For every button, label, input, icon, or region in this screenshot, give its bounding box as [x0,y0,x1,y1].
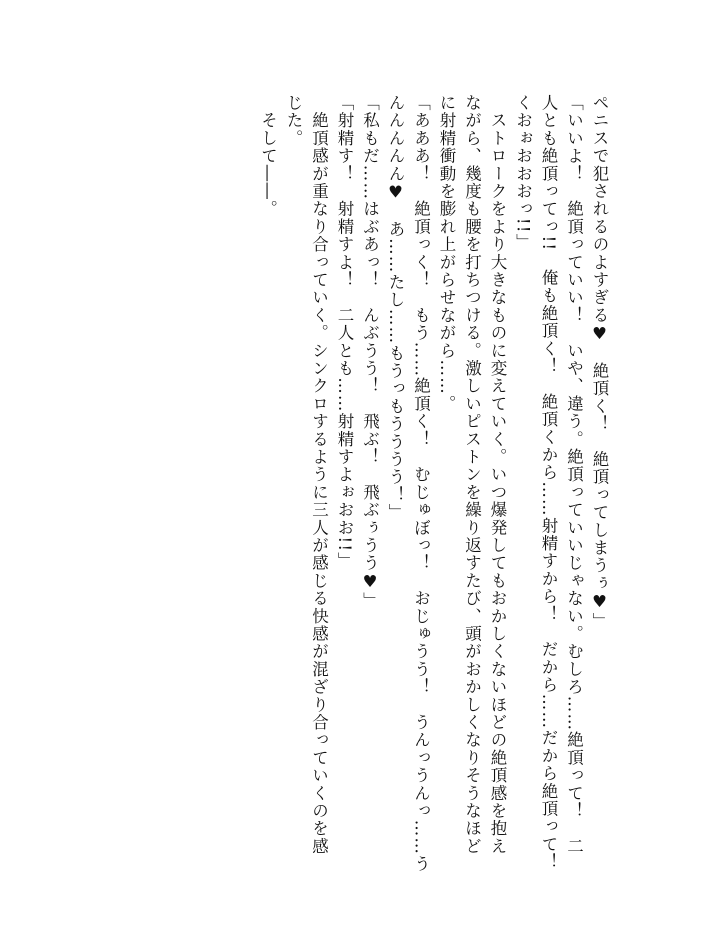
text-line: そして――。 [258,94,278,218]
text-line: 「あああ！ 絶頂っく！ もう……絶頂く！ むじゅぼっ！ おじゅうう！ うんっうんっ……う [411,94,431,873]
text-line: 「私もだ……はぶあっ！ んぶうう！ 飛ぶ！ 飛ぶぅうう♥」 [360,94,380,610]
text-line: ペニスで犯されるのよすぎる♥ 絶頂く！ 絶頂ってしまうぅ♥」 [590,94,609,630]
text-line: じた。 [284,94,303,148]
text-line: ながら、幾度も腰を打ちつける。激しいピストンを繰り返すたび、頭がおかしくなりそうなほど [462,94,482,856]
text-line: 「いいよ！ 絶頂っていい！ いや、違う。絶頂っていいじゃない。むしろ……絶頂って！ 二 [564,94,584,856]
text-line: んんんんん♥ あ……たし……もうっもうううう！」 [386,94,405,522]
text-line: 「射精す！ 射精すよ！ 二人とも……射精すよぉおお!!」 [335,94,354,570]
text-line: 絶頂感が重なり合っていく。シンクロするように三人が感じる快感が混ざり合っていくのを感 [309,94,329,856]
text-line: ストロークをより大きなものに変えていく。いつ爆発してもおかしくないほどの絶頂感を抱え [488,94,507,856]
text-line: くおぉおおおっ!!」 [513,94,533,252]
vertical-text-body [92,94,612,873]
text-line: に射精衝動を膨れ上がらせながら……。 [437,94,456,413]
text-line: 人とも絶頂ってっ!! 俺も絶頂く！ 絶頂くから……射精すから！ だから……だから絶頂って！ [539,94,558,871]
